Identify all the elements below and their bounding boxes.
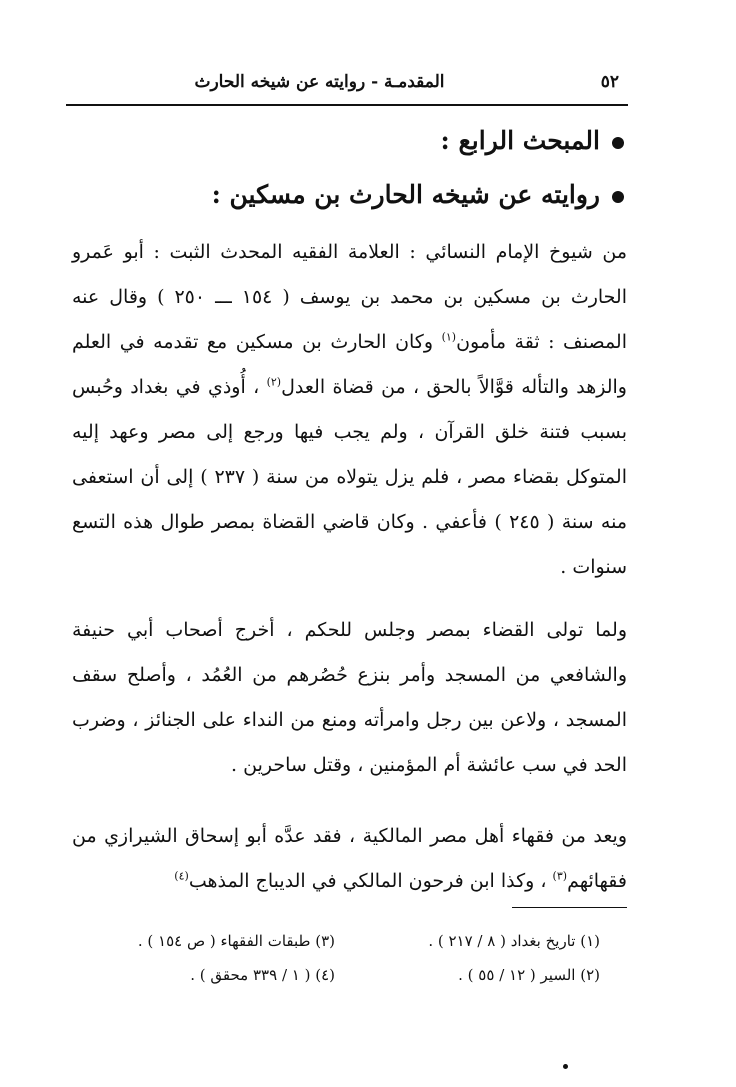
section-heading — [441, 126, 624, 155]
paragraph-text: وكان الحارث بن مسكين مع تقدمه في العلم والزهد والتأله قوَّالاً بالحق ، من قضاة العدل — [72, 331, 627, 398]
paragraph-2-text: ولما تولى القضاء بمصر وجلس للحكم ، أخرج أصحاب أبي حنيفة والشافعي من المسجد وأمر بنزع حُصُرهم من العُمُد ، وأصلح سقف المسجد ، ولاعن بين رجل وامرأته ومنع من النداء على الجنائز ، وضرب الحد في سب عائشة أم المؤمنين ، وقتل ساحرين . — [72, 619, 627, 776]
page-header — [72, 70, 627, 100]
paragraph-1 — [72, 230, 627, 590]
paragraph-3 — [72, 814, 627, 904]
footnote-4: (٤) ( ١ / ٣٣٩ محقق ) . — [190, 966, 335, 984]
footnote-ref-2: (٢) — [266, 375, 282, 389]
paragraph-text: ، وكذا ابن فرحون المالكي في الديباج المذهب — [188, 870, 553, 892]
bullet-icon — [612, 191, 624, 203]
bullet-icon — [612, 137, 624, 149]
paragraph-3-text — [72, 814, 627, 904]
footnote-separator — [512, 907, 627, 908]
paragraph-text: ويعد من فقهاء أهل مصر المالكية ، فقد عدَّه أبو إسحاق الشيرازي من فقهائهم — [72, 825, 627, 892]
header-rule — [66, 104, 628, 106]
subsection-heading — [212, 180, 624, 209]
footnote-ref-1: (١) — [441, 330, 457, 344]
footnote-2: (٢) السير ( ١٢ / ٥٥ ) . — [458, 966, 600, 984]
print-speck — [563, 1064, 568, 1069]
section-heading-text: المبحث الرابع : — [440, 126, 600, 155]
paragraph-text: ، أُوذي في بغداد وحُبس بسبب فتنة خلق القرآن ، ولم يجب فيها ورجع إلى مصر وعهد إليه المتوكل بقضاء مصر ، فلم يزل يتولاه من سنة ( ٢٣٧ ) إلى أن استعفى منه سنة ( ٢٤٥ ) فأعفي . وكان قاضي القضاة بمصر طوال هذه التسع سنوات . — [72, 376, 627, 578]
footnote-ref-3: (٣) — [552, 869, 568, 883]
paragraph-1-text — [72, 230, 627, 590]
footnotes — [110, 932, 600, 984]
subsection-heading-text: روايته عن شيخه الحارث بن مسكين : — [211, 180, 600, 209]
footnote-1: (١) تاريخ بغداد ( ٨ / ٢١٧ ) . — [428, 932, 600, 950]
footnote-ref-4: (٤) — [174, 869, 189, 883]
footnote-3: (٣) طبقات الفقهاء ( ص ١٥٤ ) . — [137, 932, 335, 950]
paragraph-text: من شيوخ الإمام النسائي : العلامة الفقيه المحدث الثبت : أبو عَمرو الحارث بن مسكين بن محمد بن يوسف ( ١٥٤ ـــ ٢٥٠ ) وقال عنه المصنف : ثقة مأمون — [72, 241, 628, 353]
running-title: المقدمـة - روايته عن شيخه الحارث — [194, 72, 445, 92]
page-number: ٥٢ — [600, 72, 619, 92]
paragraph-2 — [72, 608, 627, 788]
